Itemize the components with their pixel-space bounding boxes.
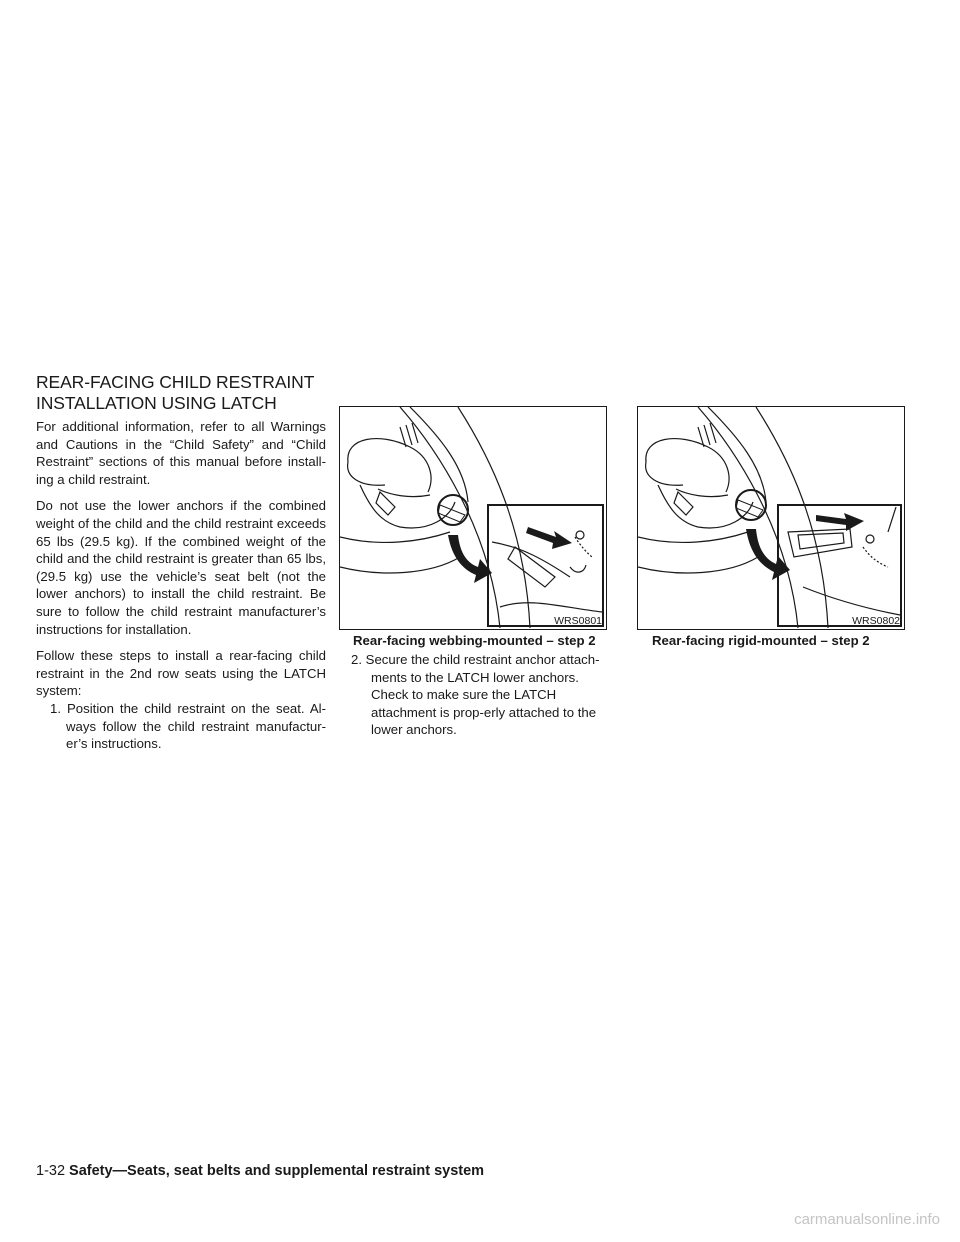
section-heading-line1: REAR-FACING CHILD RESTRAINT [36,372,315,392]
watermark-link[interactable]: carmanualsonline.info [794,1211,940,1228]
body-column-middle [339,651,611,739]
figure-rigid-mounted [637,406,905,630]
figure-code: WRS0801 [554,615,602,627]
page-footer [36,1163,484,1179]
figure-caption-rigid: Rear-facing rigid-mounted – step 2 [652,633,870,648]
step-2: 2. Secure the child restraint anchor attach-ments to the LATCH lower anchors. Check to make sure the LATCH attachment is prop-erly attached to the lower anchors. [351,652,600,738]
section-heading [36,372,336,414]
figure-caption-webbing: Rear-facing webbing-mounted – step 2 [353,633,596,648]
steps-intro-paragraph: Follow these steps to install a rear-facing child restraint in the 2nd row seats using the LATCH system: [36,648,326,699]
page-number: 1-32 [36,1163,66,1179]
illustration-webbing-mounted [340,407,605,628]
step-1: 1. Position the child restraint on the seat. Al-ways follow the child restraint manufactur-er’s instructions. [50,700,326,752]
illustration-rigid-mounted [638,407,903,628]
section-heading-line2: INSTALLATION USING LATCH [36,393,277,413]
figure-webbing-mounted [339,406,607,630]
figure-code: WRS0802 [852,615,900,627]
weight-warning-paragraph: Do not use the lower anchors if the combined weight of the child and the child restraint exceeds 65 lbs (29.5 kg). If the combined weight of the child and the child restraint is greater than 65 lbs, (29.5 kg) use the vehicle’s seat belt (not the lower anchors) to install the child restraint. Be sure to follow the child restraint manufacturer’s instructions for installation. [36,498,326,637]
footer-section-title: Safety—Seats, seat belts and supplemental restraint system [69,1163,485,1179]
intro-paragraph: For additional information, refer to all Warnings and Cautions in the “Child Safety” and “Child Restraint” sections of this manual before install-ing a child restraint. [36,419,326,487]
body-column-left [36,418,326,762]
